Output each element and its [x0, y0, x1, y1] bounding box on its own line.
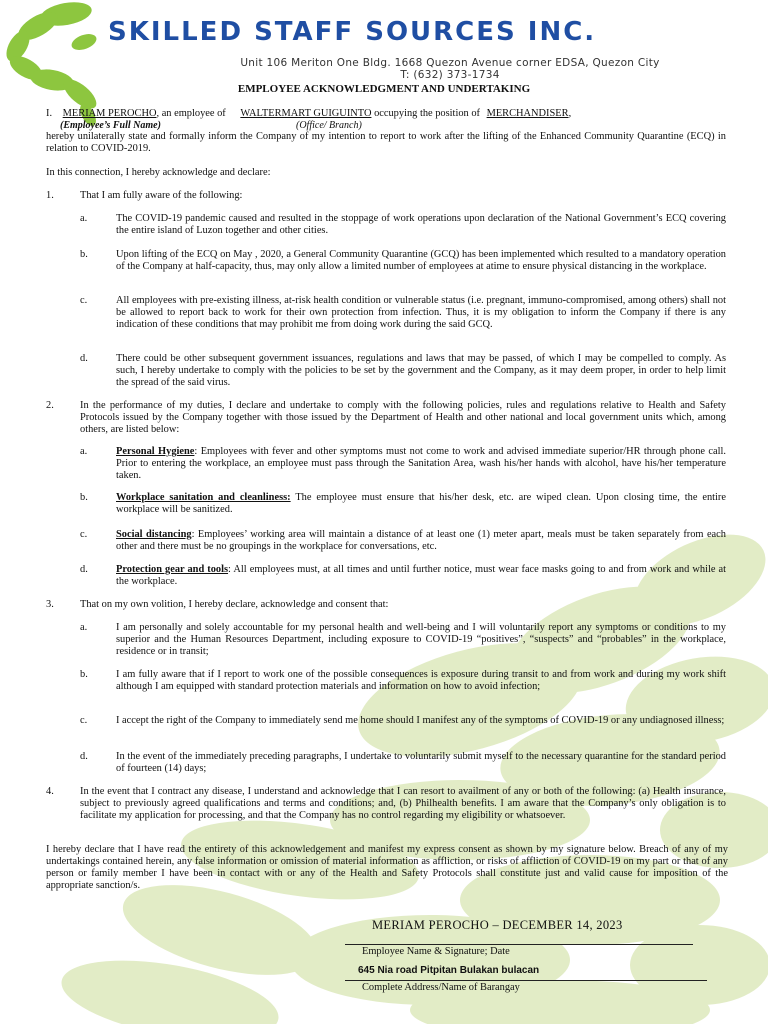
item-1c-text: All employees with pre-existing illness, at-risk health condition or vulnerable status (i.e. pregnant, immuno-compromised, among others) shall not be allowed to report back to work for their own protection from infection. Thus, it is my obligation to inform the Company if there is any indication of these conditions that may prohibit me from doing work during the said GCQ. [116, 295, 726, 330]
item-2d-title: Protection gear and tools [116, 564, 229, 575]
item-2b-title: Workplace sanitation and cleanliness: [116, 492, 291, 503]
connection-text: In this connection, I hereby acknowledge and declare: [46, 167, 271, 178]
caption-employee-name: (Employee’s Full Name) [60, 120, 161, 131]
intro-number: I. [46, 108, 53, 119]
item-2c-label: c. [80, 529, 88, 540]
item-2c-text: Employees’ working area will maintain a distance of at least one (1) meter apart, meals must be taken separately from each other and there must be no groupings in the workplace for conversations, etc. [116, 529, 726, 552]
intro-comma: , [568, 108, 572, 119]
item-2a [116, 446, 726, 482]
item-3c-label: c. [80, 715, 88, 726]
company-address [160, 57, 740, 81]
branch-field: WALTERMART GUIGUINTO [240, 108, 372, 119]
item-3a-text: I am personally and solely accountable for my personal health and well-being and I will voluntarily report any symptoms or conditions to my superior and the Human Resources Department, including exposure to COVID-19 “positives”, “suspects” and “probables” in the workplace, residence or in transit; [116, 622, 726, 657]
item-2d-label: d. [80, 564, 88, 575]
item-3d-text: In the event of the immediately preceding paragraphs, I undertake to voluntarily submit myself to the necessary quarantine for the standard period of fourteen (14) days; [116, 751, 726, 774]
item-1b-label: b. [80, 249, 88, 260]
section-3-text: That on my own volition, I hereby declare, acknowledge and consent that: [80, 599, 389, 610]
item-2c-sep: : [191, 529, 195, 540]
section-1-text: That I am fully aware of the following: [80, 190, 243, 201]
section-4-number: 4. [46, 786, 54, 797]
item-3d-label: d. [80, 751, 88, 762]
document-title: EMPLOYEE ACKNOWLEDGMENT AND UNDERTAKING [237, 83, 531, 95]
item-1c-label: c. [80, 295, 88, 306]
position-field: MERCHANDISER [486, 108, 569, 119]
item-2a-sep: : [194, 446, 198, 457]
company-name: SKILLED STAFF SOURCES INC. [108, 17, 597, 47]
item-1a-text: The COVID-19 pandemic caused and resulted in the stoppage of work operations upon declaration of the National Government’s ECQ covering the entire island of Luzon together and other cities. [116, 213, 726, 236]
item-2c [116, 529, 726, 553]
address-line-2: T: (632) 373-1734 [400, 69, 500, 81]
section-3-number: 3. [46, 599, 54, 610]
item-2b [116, 492, 726, 516]
intro-line [46, 108, 746, 120]
intro-continuation: hereby unilaterally state and formally inform the Company of my intention to report to work after the lifting of the Enhanced Community Quarantine (ECQ) in relation to COVID-2019. [46, 131, 726, 154]
section-2-number: 2. [46, 400, 54, 411]
signature-name-date: MERIAM PEROCHO – DECEMBER 14, 2023 [372, 918, 623, 932]
item-2b-label: b. [80, 492, 88, 503]
address-line [345, 980, 707, 981]
employee-address-field: 645 Nia road Pitpitan Bulakan bulacan [358, 965, 540, 976]
address-caption: Complete Address/Name of Barangay [362, 982, 520, 993]
item-1b-text: Upon lifting of the ECQ on May , 2020, a General Community Quarantine (GCQ) has been implemented which resulted to a mandatory operation of the Company at half-capacity, thus, may only allow a limited number of employees at atime to ensure physical distancing in the workplace. [116, 249, 726, 272]
item-2a-text: Employees with fever and other symptoms must not come to work and advised immediate superior/HR through phone call. Prior to entering the workplace, an employee must pass through the Sanitation Area, wash his/her hands with alcohol, have his/her temperature taken. [116, 446, 726, 481]
item-2c-title: Social distancing [116, 529, 192, 540]
item-1a-label: a. [80, 213, 88, 224]
item-2a-title: Personal Hygiene [116, 446, 195, 457]
item-3b-text: I am fully aware that if I report to work one of the possible consequences is exposure during transit to and from work and during my work shift although I am equipped with standard protection materials and information on how to avoid infection; [116, 669, 726, 692]
item-1d-text: There could be other subsequent government issuances, regulations and laws that may be passed, of which I may be compelled to comply. As such, I hereby undertake to comply with the policies to be set by the government and the Company, as it may deem proper, in order to help limit the spread of the said virus. [116, 353, 726, 388]
item-3b-label: b. [80, 669, 88, 680]
address-line-1: Unit 106 Meriton One Bldg. 1668 Quezon Avenue corner EDSA, Quezon City [240, 57, 660, 69]
intro-position-text: occupying the position of [374, 108, 480, 119]
item-2d-text: All employees must, at all times and until further notice, must wear face masks going to and from work and while at the workplace. [116, 564, 726, 587]
item-1d-label: d. [80, 353, 88, 364]
item-2d [116, 564, 726, 588]
section-4-text: In the event that I contract any disease, I understand and acknowledge that I can resort to availment of any or both of the following: (a) Health insurance, subject to previously agreed qualifications and terms and conditions; and, (b) Philhealth benefits. I am aware that the Company’s only obligation is to facilitate my application for processing, and that the Company has no control regarding my eligibility or whatsoever. [80, 786, 726, 821]
item-2b-text: The employee must ensure that his/her desk, etc. are wiped clean. Upon closing time, the entire workplace will be sanitized. [116, 492, 726, 515]
section-2-text: In the performance of my duties, I declare and undertake to comply with the following policies, rules and regulations relative to Health and Safety Protocols issued by the Company together with those issued by the Department of Health and other national and local government units which, among others, are listed below: [80, 400, 726, 435]
item-3c-text: I accept the right of the Company to immediately send me home should I manifest any of the symptoms of COVID-19 or any undiagnosed illness; [116, 715, 725, 726]
section-1-number: 1. [46, 190, 54, 201]
intro-employee-of: , an employee of [156, 108, 226, 119]
caption-office-branch: (Office/ Branch) [296, 120, 362, 131]
employee-name-field: MERIAM PEROCHO [62, 108, 157, 119]
signature-line [345, 944, 693, 945]
signature-caption: Employee Name & Signature; Date [362, 946, 510, 957]
closing-paragraph: I hereby declare that I have read the entirety of this acknowledgement and manifest my express consent as shown by my signature below. Breach of any of my undertakings contained herein, any false information or omission of material information as affliction, or risks of affliction of COVID-19 on my part or that of any person or family member I have been in contact with or any of the Health and Safety Protocols shall constitute just and valid cause for imposition of the appropriate sanction/s. [46, 844, 728, 891]
item-2a-label: a. [80, 446, 88, 457]
item-3a-label: a. [80, 622, 88, 633]
item-2d-sep: : [228, 564, 231, 575]
